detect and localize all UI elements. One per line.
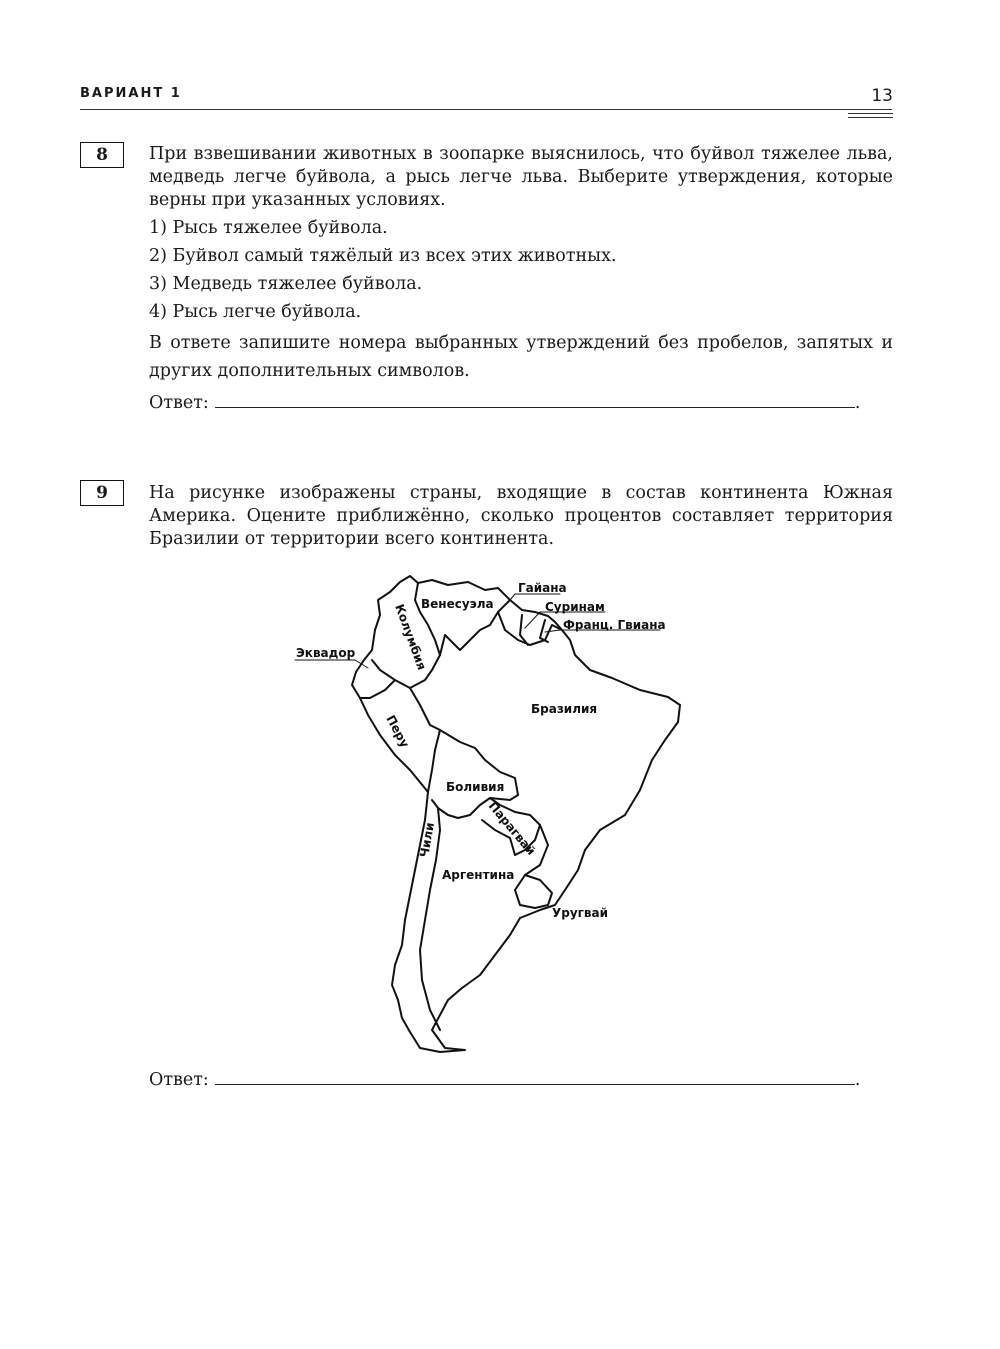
page-number: 13 <box>871 86 893 106</box>
label-brazil: Бразилия <box>531 702 598 716</box>
label-french-guiana: Франц. Гвиана <box>563 618 666 632</box>
leader-ecuador <box>295 660 368 668</box>
question-8-option-1: 1) Рысь тяжелее буйвола. <box>149 218 388 238</box>
question-8-number: 8 <box>80 142 124 168</box>
label-uruguay: Уругвай <box>552 906 609 920</box>
label-guyana: Гайана <box>518 581 567 595</box>
question-9-body <box>149 482 893 551</box>
label-venezuela: Венесуэла <box>421 597 494 611</box>
label-colombia: Колумбия <box>392 602 429 672</box>
question-8-option-2: 2) Буйвол самый тяжёлый из всех этих животных. <box>149 246 617 266</box>
question-8-option-4: 4) Рысь легче буйвола. <box>149 302 362 322</box>
question-9-answer-row[interactable] <box>149 1070 869 1090</box>
question-8-answer-row[interactable] <box>149 393 869 413</box>
label-chile: Чили <box>417 821 438 859</box>
question-8-answer-end: . <box>854 393 861 413</box>
variant-header: ВАРИАНТ 1 <box>80 86 182 101</box>
header-rule <box>80 109 892 110</box>
label-argentina: Аргентина <box>442 868 515 882</box>
border-peru-bolivia <box>428 730 440 792</box>
page-number-rule-2 <box>848 117 893 118</box>
label-bolivia: Боливия <box>446 780 505 794</box>
border-colombia-venezuela <box>415 583 510 655</box>
page-number-rule <box>848 113 893 114</box>
border-peru-brazil <box>410 688 485 760</box>
question-8-instruction: В ответе запишите номера выбранных утверждений без пробелов, запятых и других дополнительных символов. <box>149 333 893 381</box>
question-8-answer-label: Ответ: <box>149 393 209 413</box>
border-suriname-guiana <box>540 620 548 642</box>
border-colombia-peru <box>372 655 440 688</box>
question-9-answer-line[interactable] <box>215 1070 855 1085</box>
question-8-text: При взвешивании животных в зоопарке выяснилось, что буйвол тяжелее льва, медведь легче буйвола, а рысь легче льва. Выберите утверждения, которые верны при указанных условиях. <box>149 144 893 210</box>
question-8-answer-line[interactable] <box>215 393 855 408</box>
label-ecuador: Эквадор <box>296 646 356 660</box>
label-peru: Перу <box>383 712 412 750</box>
border-ecuador-peru <box>360 680 395 698</box>
border-venezuela-brazil <box>498 612 562 645</box>
south-america-map <box>290 570 690 1060</box>
question-8-body <box>149 143 893 385</box>
question-9-answer-label: Ответ: <box>149 1070 209 1090</box>
question-9-number: 9 <box>80 480 124 506</box>
question-8-option-3: 3) Медведь тяжелее буйвола. <box>149 274 423 294</box>
continent-outline <box>352 576 680 1052</box>
question-9-text: На рисунке изображены страны, входящие в состав континента Южная Америка. Оцените приближённо, сколько процентов составляет территория Бразилии от территории всего континента. <box>149 483 893 549</box>
question-9-answer-end: . <box>854 1070 861 1090</box>
label-suriname: Суринам <box>545 600 605 614</box>
label-paraguay: Парагвай <box>485 798 539 858</box>
